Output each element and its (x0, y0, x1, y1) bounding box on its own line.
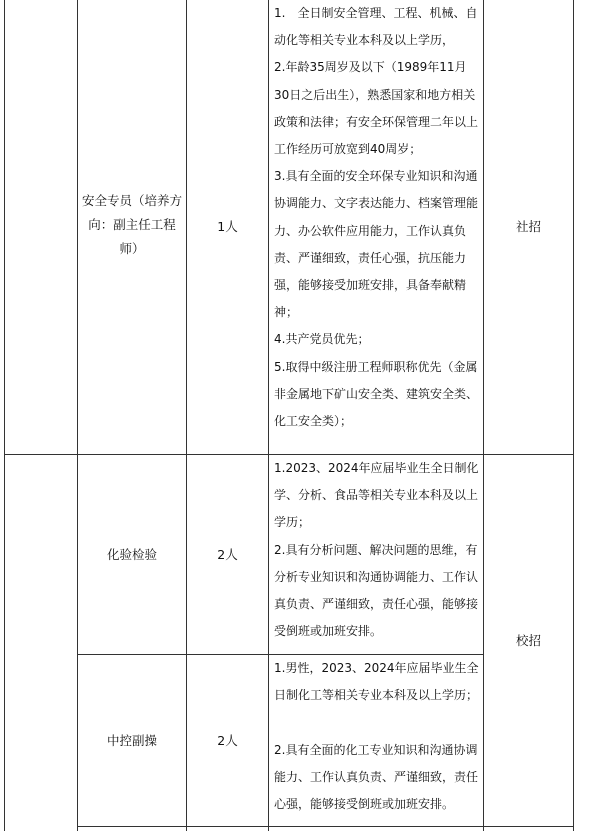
requirement-item: 1. 全日制安全管理、工程、机械、自动化等相关专业本科及以上学历， (274, 6, 478, 48)
recruit-type-cell (484, 0, 573, 454)
recruit-type-cell (484, 455, 573, 826)
headcount: 2人 (217, 732, 238, 748)
requirement-item: 3.具有全面的安全环保专业知识和沟通协调能力、文字表达能力、档案管理能力、办公软件应用能力，工作认真负责、严谨细致，责任心强，抗压能力强，能够接受加班安排，具备奉献精神； (274, 169, 479, 320)
requirement-item: 4.共产党员优先； (274, 332, 370, 347)
requirement-item: 1.2023、2024年应届毕业生全日制化学、分析、食品等相关专业本科及以上学历； (274, 461, 479, 530)
requirements-cell (269, 455, 483, 654)
requirement-item: 1.男性，2023、2024年应届毕业生全日制化工等相关专业本科及以上学历； (274, 661, 479, 703)
requirement-spacer (274, 709, 479, 736)
position-name: 化验检验 (106, 546, 157, 562)
headcount: 2人 (217, 546, 238, 562)
requirements-cell (269, 0, 483, 454)
grid-line (4, 0, 5, 831)
requirement-item: 2.具有分析问题、解决问题的思维，有分析专业知识和沟通协调能力、工作认真负责、严谨细致，责任心强，能够接受倒班或加班安排。 (274, 542, 479, 639)
position-cell (78, 455, 186, 654)
count-cell (187, 0, 268, 454)
requirement-item: 2.年龄35周岁及以下（1989年11月30日之后出生），熟悉国家和地方相关政策和法律；有安全环保管理二年以上工作经历可放宽到40周岁； (274, 60, 479, 157)
grid-line (573, 0, 574, 831)
requirements-cell (269, 655, 483, 826)
count-cell (187, 655, 268, 826)
requirement-item: 5.取得中级注册工程师职称优先（金属非金属地下矿山安全类、建筑安全类、化工安全类）； (274, 359, 479, 429)
headcount: 1人 (217, 219, 238, 234)
count-cell (187, 455, 268, 654)
grid-line (77, 826, 574, 827)
recruit-type: 社招 (515, 219, 541, 234)
recruit-type: 校招 (515, 632, 541, 648)
position-cell (78, 655, 186, 826)
position-name: 安全专员（培养方向：副主任工程师） (82, 193, 183, 256)
position-cell (80, 150, 184, 300)
requirement-item: 2.具有全面的化工专业知识和沟通协调能力、工作认真负责、严谨细致，责任心强，能够接受倒班或加班安排。 (274, 742, 479, 812)
position-name: 中控副操 (106, 732, 157, 748)
